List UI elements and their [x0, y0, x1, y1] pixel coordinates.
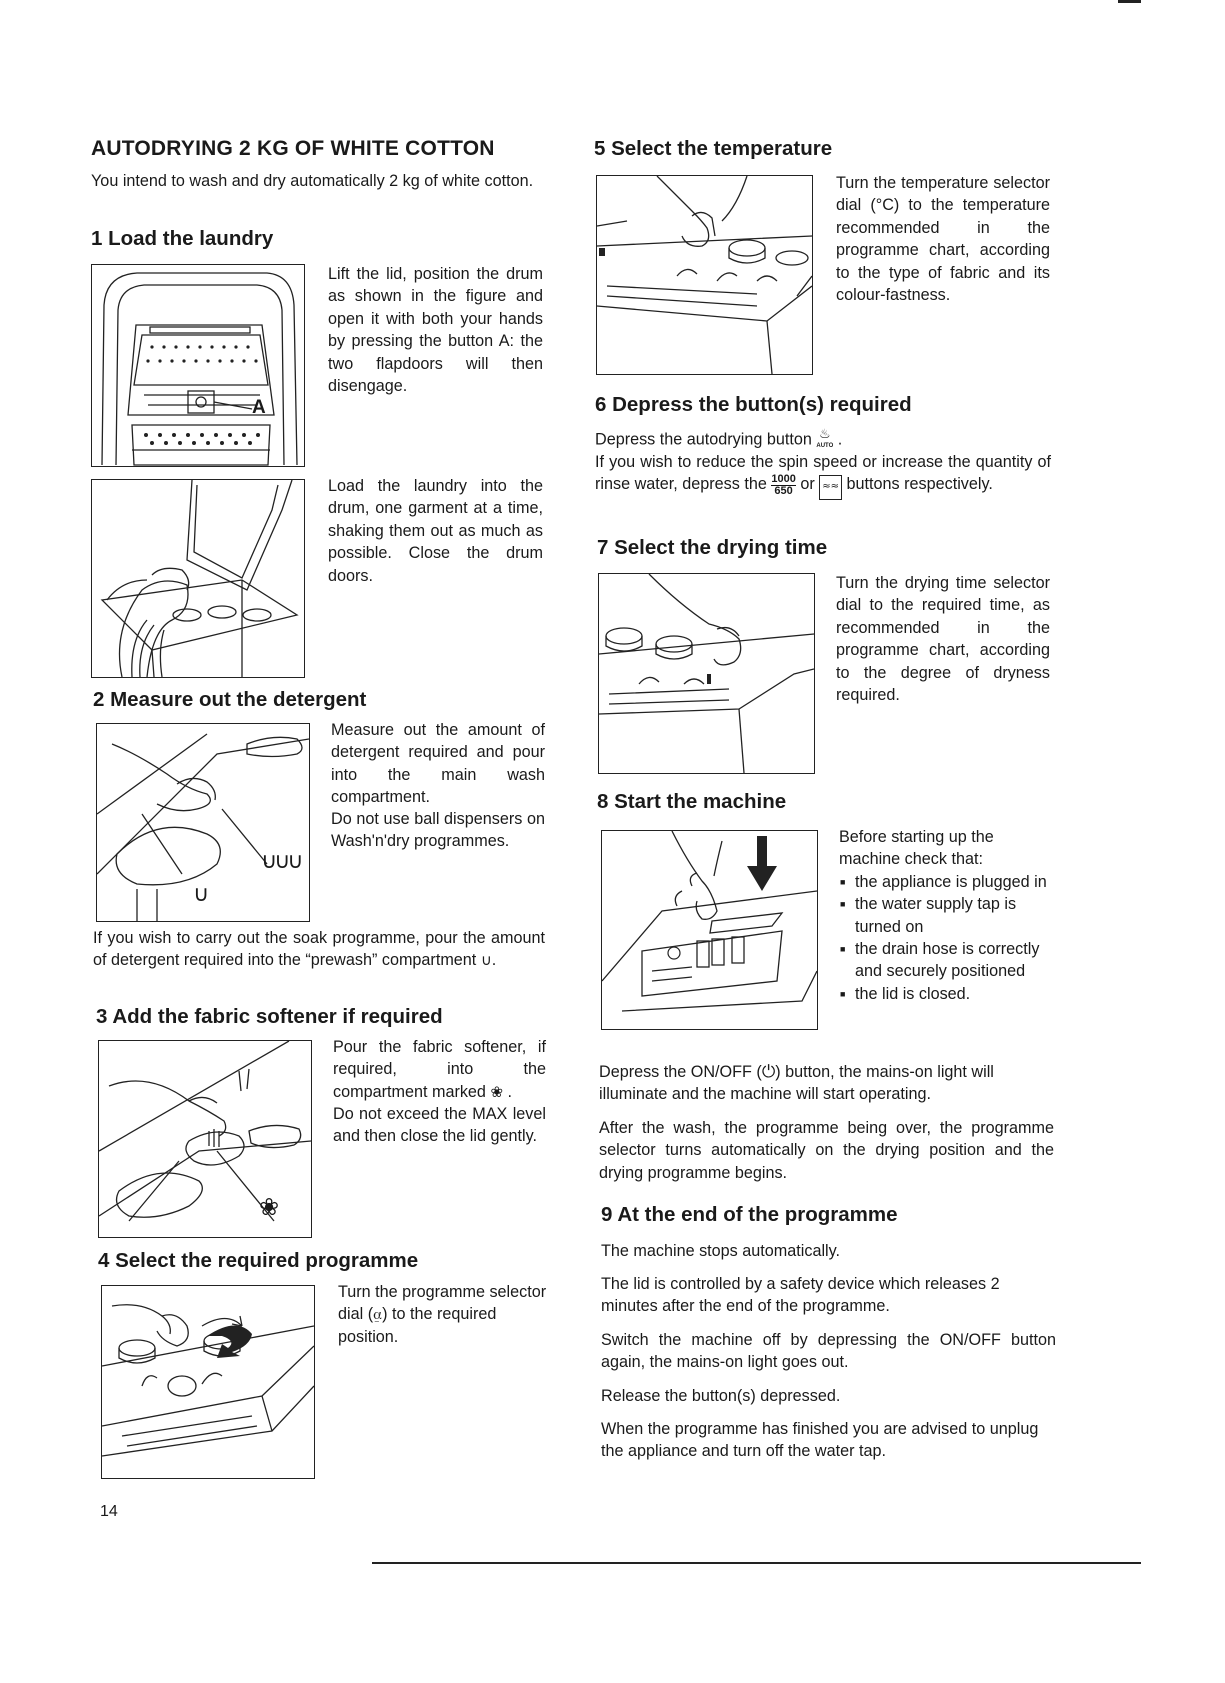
spin-bottom: 650 — [774, 484, 793, 497]
step8-onoff-text: Depress the ON/OFF (⏻) button, the mains-on light will illuminate and the machine will start operating. — [599, 1062, 994, 1104]
step3-text: Pour the fabric softener, if required, into the compartment marked ❀ . — [333, 1038, 546, 1101]
check-item: ■ the drain hose is correctly and securely positioned — [839, 938, 1053, 983]
step2-text-b: Do not use ball dispensers on Wash'n'dry programmes. — [331, 810, 545, 851]
step8-check-block — [839, 826, 1053, 1005]
softener-figure-symbol: ❀ — [259, 1193, 280, 1221]
step2-text-c-label: If you wish to carry out the soak programme, pour the amount of detergent required into the “prewash” compartment — [93, 929, 545, 970]
step9-p2: The lid is controlled by a safety device which releases 2 minutes after the end of the programme. — [601, 1275, 1000, 1316]
step6-line1-label: Depress the autodrying button — [595, 430, 812, 449]
programme-dial-icon: ⍶ — [373, 1305, 383, 1324]
check-item: ■ the water supply tap is turned on — [839, 893, 1053, 938]
figure-programme-dial — [101, 1285, 315, 1479]
step9-p4: Release the button(s) depressed. — [601, 1387, 841, 1405]
step9-p5: When the programme has finished you are advised to unplug the appliance and turn off the water tap. — [601, 1420, 1039, 1461]
step6-line2 — [595, 451, 1051, 500]
spin-top: 1000 — [771, 472, 796, 485]
main-wash-symbol: ∪∪∪ — [261, 849, 301, 874]
step1-text-a: Lift the lid, position the drum as shown in the figure and open it with both your hands by pressing the button A: the two flapdoors will then disengage. — [328, 265, 543, 396]
step3-heading: 3 Add the fabric softener if required — [96, 1005, 443, 1028]
step9-heading: 9 At the end of the programme — [601, 1203, 898, 1226]
page-number: 14 — [100, 1503, 118, 1520]
figure-start-machine — [601, 830, 818, 1030]
step6-line2-label: If you wish to reduce the spin speed or increase the quantity of rinse water, depress the — [595, 453, 1051, 494]
auto-label: AUTO — [816, 443, 834, 449]
spin-speed-button-icon — [771, 474, 795, 497]
check-list — [839, 871, 1053, 1005]
figure-load-laundry — [91, 479, 305, 678]
step6-heading: 6 Depress the button(s) required — [595, 393, 912, 416]
onoff-text-b: button, the mains-on light will illuminate and the machine will start operating. — [599, 1063, 994, 1104]
step9-p1: The machine stops automatically. — [601, 1242, 841, 1260]
step7-text: Turn the drying time selector dial to the required time, as recommended in the programme chart, according to the degree of dryness required. — [836, 574, 1050, 705]
figure-drying-dial — [598, 573, 815, 774]
onoff-text-a: Depress the ON/OFF — [599, 1063, 752, 1081]
step4-heading: 4 Select the required programme — [98, 1249, 419, 1272]
step2-text-c: If you wish to carry out the soak programme, pour the amount of detergent required into the “prewash” compartment ∪. — [93, 929, 545, 970]
step3-text-label: Pour the fabric softener, if required, into the compartment marked — [333, 1038, 546, 1101]
check-item: ■ the appliance is plugged in — [839, 871, 1053, 893]
step2-text-a: Measure out the amount of detergent required and pour into the main wash compartment. — [331, 721, 545, 807]
step4-text-end: to the required position. — [338, 1305, 497, 1346]
step5-heading: 5 Select the temperature — [594, 137, 833, 160]
step9-p3: Switch the machine off by depressing the ON/OFF button again, the mains-on light goes out. — [601, 1331, 1056, 1372]
page-title: AUTODRYING 2 KG OF WHITE COTTON — [91, 137, 495, 160]
figure-detergent — [96, 723, 310, 922]
step5-text: Turn the temperature selector dial (°C) to the temperature recommended in the programme chart, according to the type of fabric and its colour-fastness. — [836, 174, 1050, 305]
button-a-label: A — [252, 397, 266, 418]
step8-heading: 8 Start the machine — [597, 790, 787, 813]
prewash-inline-symbol: ∪ — [480, 951, 492, 970]
figure-open-drum — [91, 264, 305, 467]
step1-text-b: Load the laundry into the drum, one garment at a time, shaking them out as much as possible. Close the drum doors. — [328, 477, 543, 585]
check-item: ■ the lid is closed. — [839, 983, 1053, 1005]
step1-heading: 1 Load the laundry — [91, 227, 274, 250]
step7-heading: 7 Select the drying time — [597, 536, 828, 559]
or-label: or — [800, 475, 815, 494]
step4-text: Turn the programme selector dial (⍶) to the required position. — [338, 1283, 547, 1346]
intro-text: You intend to wash and dry automatically 2 kg of white cotton. — [91, 172, 534, 190]
prewash-symbol: ∪ — [193, 882, 210, 907]
check-intro: Before starting up the machine check that: — [839, 828, 994, 869]
power-button-icon: ⏻ — [761, 1062, 776, 1082]
scan-mark-top — [1118, 0, 1141, 3]
step3-text-b: Do not exceed the MAX level and then close the lid gently. — [333, 1105, 546, 1146]
figure-temperature-dial — [596, 175, 813, 375]
step6-line1: Depress the autodrying button ♨ AUTO . — [595, 428, 1051, 452]
step8-after-text: After the wash, the programme being over, the programme selector turns automatically on the drying position and the drying programme begins. — [599, 1119, 1054, 1182]
step6-line2-end: buttons respectively. — [846, 475, 993, 494]
scan-rule-bottom — [372, 1562, 1141, 1564]
autodrying-button-icon: ♨ AUTO — [816, 428, 833, 452]
step2-heading: 2 Measure out the detergent — [93, 688, 367, 711]
softener-inline-symbol: ❀ — [490, 1082, 504, 1101]
rinse-water-button-icon: ≈≈ — [819, 475, 842, 499]
step4-text-label: Turn the programme selector dial — [338, 1283, 547, 1324]
figure-softener — [98, 1040, 312, 1238]
